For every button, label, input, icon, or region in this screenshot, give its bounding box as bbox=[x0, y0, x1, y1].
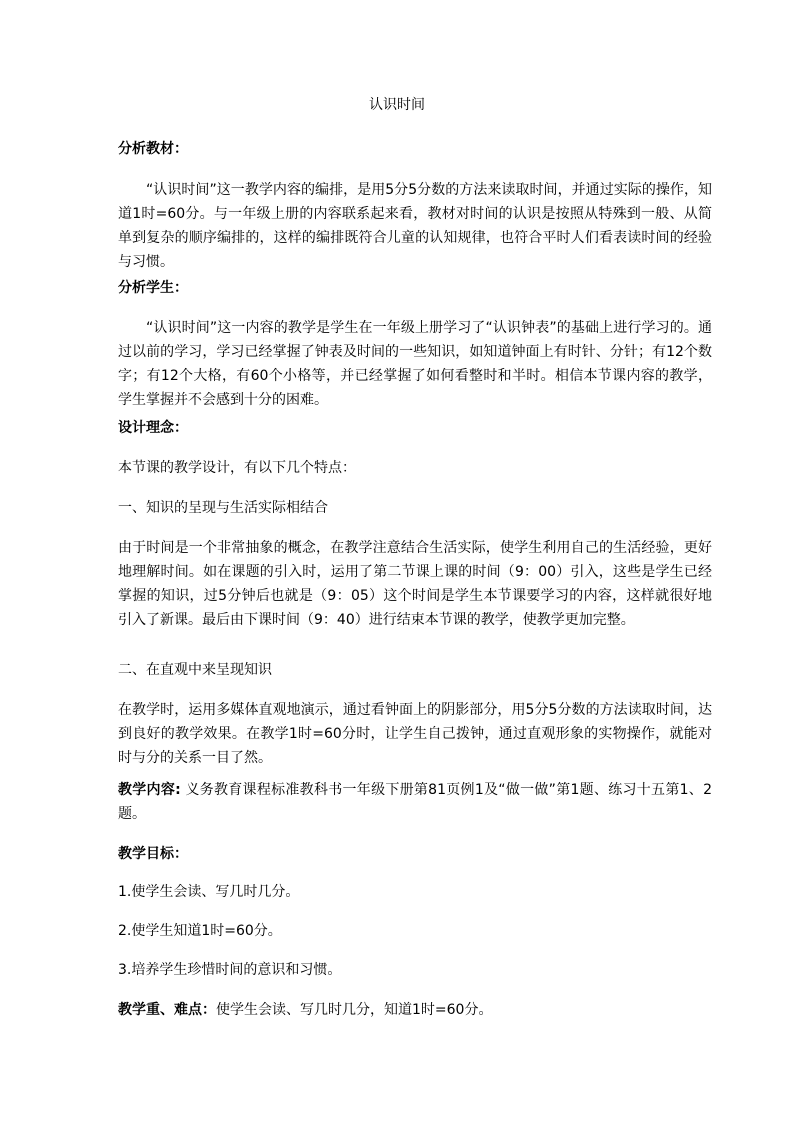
point1-title: 一、知识的呈现与生活实际相结合 bbox=[118, 500, 328, 516]
point2-paragraph: 在教学时，运用多媒体直观地演示，通过看钟面上的阴影部分，用5分5分数的方法读取时间，达到良好的教学效果。在教学1时=60分时，让学生自己拨钟，通过直观形象的实物操作，就能对时与分的关系一目了然。 bbox=[118, 702, 712, 766]
material-paragraph: “认识时间”这一教学内容的编排，是用5分5分数的方法来读取时间，并通过实际的操作，知道1时=60分。与一年级上册的内容联系起来看，教材对时间的认识是按照从特殊到一般、从简单到复杂的顺序编排的，这样的编排既符合儿童的认知规律，也符合平时人们看表读时间的经验与习惯。 bbox=[118, 182, 712, 270]
teaching-content-label: 教学内容: bbox=[118, 782, 181, 798]
key-points bbox=[118, 998, 712, 1022]
design-heading: 设计理念： bbox=[118, 420, 188, 436]
students-heading: 分析学生： bbox=[118, 280, 188, 296]
document-title: 认识时间 bbox=[369, 97, 425, 113]
goal-item-3: 3.培养学生珍惜时间的意识和习惯。 bbox=[118, 962, 342, 978]
material-heading: 分析教材： bbox=[118, 141, 188, 157]
design-intro: 本节课的教学设计，有以下几个特点： bbox=[118, 460, 356, 476]
goal-item-2: 2.使学生知道1时=60分。 bbox=[118, 923, 282, 939]
teaching-content bbox=[118, 778, 712, 826]
goals-heading: 教学目标： bbox=[118, 846, 188, 862]
key-points-label: 教学重、难点： bbox=[118, 1002, 216, 1018]
teaching-content-text: 义务教育课程标准教科书一年级下册第81页例1及“做一做”第1题、练习十五第1、2题。 bbox=[118, 782, 712, 822]
key-points-text: 使学生会读、写几时几分，知道1时=60分。 bbox=[216, 1002, 493, 1018]
point1-paragraph: 由于时间是一个非常抽象的概念，在教学注意结合生活实际，使学生利用自己的生活经验，更好地理解时间。如在课题的引入时，运用了第二节课上课的时间（9：00）引入，这些是学生已经掌握的知识，过5分钟后也就是（9：05）这个时间是学生本节课要学习的内容，这样就很好地引入了新课。最后由下课时间（9：40）进行结束本节课的教学，使教学更加完整。 bbox=[118, 540, 712, 628]
students-paragraph: “认识时间”这一内容的教学是学生在一年级上册学习了“认识钟表”的基础上进行学习的。通过以前的学习，学习已经掌握了钟表及时间的一些知识，如知道钟面上有时针、分针；有12个数字；有12个大格，有60个小格等，并已经掌握了如何看整时和半时。相信本节课内容的教学，学生掌握并不会感到十分的困难。 bbox=[118, 320, 712, 408]
point2-title: 二、在直观中来呈现知识 bbox=[118, 662, 272, 678]
goal-item-1: 1.使学生会读、写几时几分。 bbox=[118, 884, 300, 900]
